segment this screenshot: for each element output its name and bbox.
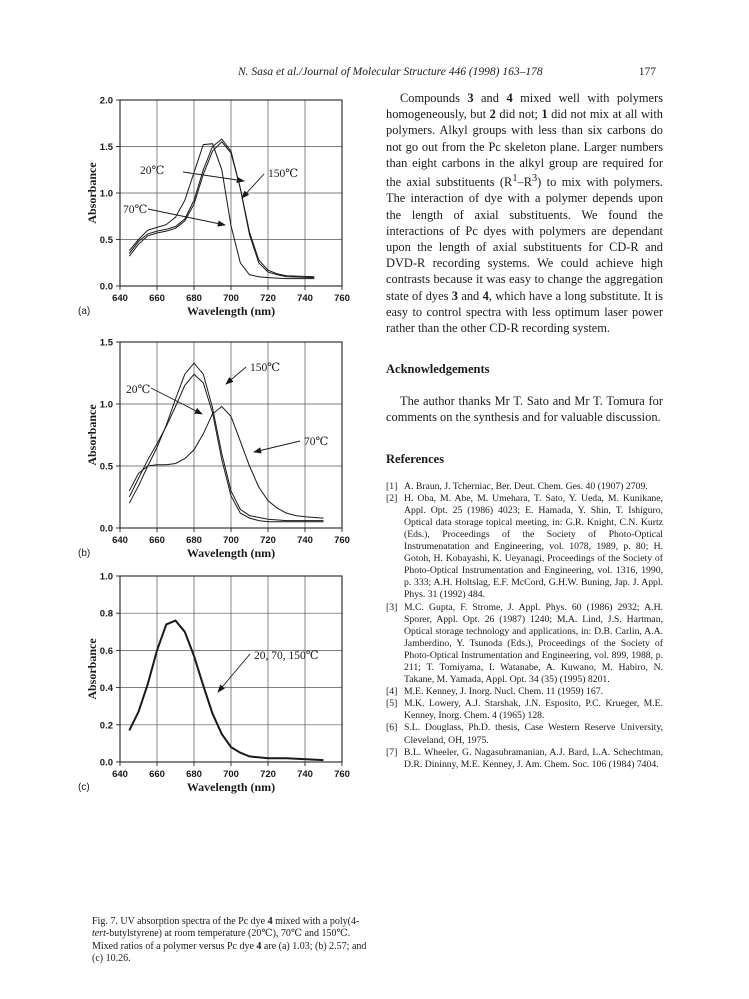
reference-item [386, 602, 663, 687]
caption-text-4: are (a) 1.03; (b) 2.57; and (c) 10.26. [92, 940, 367, 965]
x-tick-label: 740 [297, 535, 313, 546]
x-tick-label: 760 [334, 535, 350, 546]
panel-tag: (c) [78, 782, 90, 793]
annotation-arrow [242, 174, 264, 198]
panel-tag: (b) [78, 548, 91, 559]
reference-item [386, 722, 663, 746]
annotation-label: 20, 70, 150℃ [254, 650, 319, 662]
caption-italic: tert [92, 928, 106, 940]
running-header [90, 66, 680, 82]
y-tick-label: 2.0 [99, 95, 113, 107]
figure-panel-c [68, 568, 368, 800]
x-tick-label: 660 [149, 293, 165, 304]
x-tick-label: 680 [186, 293, 202, 304]
y-tick-label: 0.8 [99, 608, 113, 620]
x-tick-label: 700 [223, 769, 239, 780]
x-tick-label: 700 [223, 535, 239, 546]
annotation-label: 20℃ [140, 165, 165, 177]
y-tick-label: 0.6 [99, 645, 113, 657]
annotation-label: 70℃ [304, 436, 329, 448]
reference-text: M.K. Lowery, A.J. Starshak, J.N. Esposito, P.C. Krueger, M.E. Kenney, Inorg. Chem. 4 (1965) 128. [404, 698, 663, 722]
reference-item [386, 481, 663, 493]
y-tick-label: 0.5 [99, 461, 113, 473]
reference-number: [7] [386, 746, 398, 758]
caption-dye: 4 [267, 916, 273, 927]
reference-item [386, 493, 663, 602]
reference-text: M.E. Kenney, J. Inorg. Nucl. Chem. 11 (1959) 167. [404, 686, 604, 698]
reference-text: B.L. Wheeler, G. Nagasubramanian, A.J. Bard, L.A. Schechtman, D.R. Dininny, M.E. Kenney, J. Am. Chem. Soc. 106 (1984) 7404. [404, 746, 663, 770]
x-tick-label: 660 [149, 535, 165, 546]
ack-heading: Acknowledgements [386, 362, 490, 377]
reference-item [386, 686, 663, 698]
annotation-arrow [151, 388, 202, 414]
y-tick-label: 1.0 [99, 399, 113, 411]
annotation-label: 150℃ [250, 362, 281, 374]
y-tick-label: 0.0 [99, 523, 113, 535]
annotation-arrow [226, 367, 246, 384]
series-line-2 [129, 407, 323, 519]
x-tick-label: 720 [260, 535, 276, 546]
caption-label: Fig. 7. [92, 916, 118, 927]
y-tick-label: 1.0 [99, 188, 113, 200]
y-tick-label: 0.0 [99, 757, 113, 769]
x-tick-label: 660 [149, 769, 165, 780]
y-axis-label: Absorbance [85, 638, 99, 700]
references-heading: References [386, 451, 445, 466]
y-tick-label: 1.5 [99, 142, 113, 153]
panel-tag: (a) [78, 306, 91, 317]
y-tick-label: 0.0 [99, 281, 113, 293]
running-title: N. Sasa et al./Journal of Molecular Structure 446 (1998) 163–178 [238, 66, 543, 78]
annotation-label: 70℃ [123, 204, 148, 216]
annotation-arrow [254, 441, 300, 452]
references-list [386, 481, 663, 771]
x-tick-label: 760 [334, 769, 350, 780]
figure-panel-a [68, 92, 368, 324]
reference-text: S.L. Douglass, Ph.D. thesis, Case Western Reserve University, Cleveland, OH, 1975. [404, 722, 663, 746]
x-tick-label: 640 [112, 293, 128, 304]
x-tick-label: 740 [297, 293, 313, 304]
reference-number: [3] [386, 601, 398, 613]
right-column [386, 90, 663, 771]
y-tick-label: 1.0 [99, 571, 113, 583]
chart-b [68, 334, 368, 566]
y-axis-label: Absorbance [85, 404, 99, 466]
reference-item [386, 747, 663, 771]
x-tick-label: 720 [260, 293, 276, 304]
x-axis-label: Wavelength (nm) [186, 780, 276, 794]
annotation-arrow [148, 209, 225, 225]
x-tick-label: 680 [186, 535, 202, 546]
intro-paragraph: Compounds 3 and 4 mixed well with polymers homogeneously, but 2 did not; 1 did not mix at all with polymers. Alkyl groups with less than six carbons do not go out from the Pc skeleton plane. Larger numbers than eight carbons in the alkyl group are required for the axial substituents $(R^1-R^3)$ to mix with polymers. The interaction of dye with a polymer depends upon the length of axial substituents. We found the interactions of Pc dyes with polymers are dependant upon the length of axial substituents for CD-R and DVD-R recording systems. We could achieve high contrasts because it was easy to change the aggregation state of dyes 3 and 4, which have a long substitute. It is easy to control spectra with less optimum laser power rather than the other CD-R recording system. [386, 91, 664, 335]
y-tick-label: 0.2 [99, 720, 113, 732]
annotation-label: 150℃ [268, 168, 299, 180]
caption-text-3: -butylstyrene) at room temperature (20℃), 70℃ and 150℃. Mixed ratios of a polymer versus Pc dye [92, 928, 351, 952]
reference-text: H. Oba, M. Abe, M. Umehara, T. Sato, Y. Ueda, M. Kunikane, Appl. Opt. 25 (1986) 4023; E. Hamada, Y. Shin, T. Ishiguro, Optical data storage topical meeting, in: G.R. Knight, C.N. Kurtz (Eds.), Proceedings of the Society of Photo-Optical Instrumenatation and Engineering, vol. 1078, 1989, p. 80; H. Gotoh, H. Kobayashi, K. Ueyanagi, Proceedings of the Society of Photo-Optical Instrumentation and Engineering, vol. 1316, 1990, p. 333; A.H. Holtslag, E.F. McCord, G.H.W. Buning, Jap. J. Appl. Phys. 31 (1992) 484. [404, 492, 663, 601]
y-axis-label: Absorbance [85, 162, 99, 224]
caption-text-1: UV absorption spectra of the Pc dye [117, 916, 268, 927]
y-tick-label: 1.5 [99, 337, 113, 349]
reference-number: [1] [386, 480, 398, 492]
reference-number: [4] [386, 686, 398, 698]
y-tick-label: 0.4 [99, 683, 113, 695]
reference-item [386, 698, 663, 722]
y-tick-label: 0.5 [99, 235, 113, 246]
annotation-label: 20℃ [126, 384, 151, 396]
x-tick-label: 640 [112, 769, 128, 780]
reference-number: [6] [386, 722, 398, 734]
reference-text: M.C. Gupta, F. Strome, J. Appl. Phys. 60 (1986) 2932; A.H. Sporer, Appl. Opt. 26 (1987) 1240; M.A. Lind, J.S. Hartman, Optical storage technology and applications, in: D.B. Carlin, A.A. Jamberdino, Y. Tsunoda (Eds.), Proceedings of the Society of Photo-Optical Instrumentation and Engineering, vol. 899, 1988, p. 211; T. Tomiyama, I. Watanabe, A. Kuwano, M. Habiro, N. Takane, M. Yamada, Appl. Opt. 34 (35) (1995) 8201. [404, 601, 663, 686]
annotation-arrow [218, 654, 250, 692]
caption-text-2: mixed with a poly(4- [272, 916, 360, 927]
x-tick-label: 740 [297, 769, 313, 780]
x-axis-label: Wavelength (nm) [186, 546, 276, 560]
chart-c [68, 568, 368, 800]
series-line-0 [129, 621, 323, 761]
x-tick-label: 640 [112, 535, 128, 546]
x-tick-label: 680 [186, 769, 202, 780]
figure-caption [92, 916, 375, 966]
reference-text: A. Braun, J. Tcherniac, Ber. Deut. Chem. Ges. 40 (1907) 2709. [404, 480, 648, 492]
figure-panel-b [68, 334, 368, 566]
x-axis-label: Wavelength (nm) [186, 304, 276, 318]
chart-a [68, 92, 368, 324]
reference-number: [5] [386, 698, 398, 710]
ack-paragraph: The author thanks Mr T. Sato and Mr T. Tomura for comments on the synthesis and for valuable discussion. [386, 394, 663, 425]
series-line-0 [129, 374, 323, 522]
x-tick-label: 700 [223, 293, 239, 304]
caption-dye-2: 4 [256, 940, 262, 952]
x-tick-label: 720 [260, 769, 276, 780]
reference-number: [2] [386, 492, 398, 504]
page-number: 177 [638, 66, 656, 78]
x-tick-label: 760 [334, 293, 350, 304]
